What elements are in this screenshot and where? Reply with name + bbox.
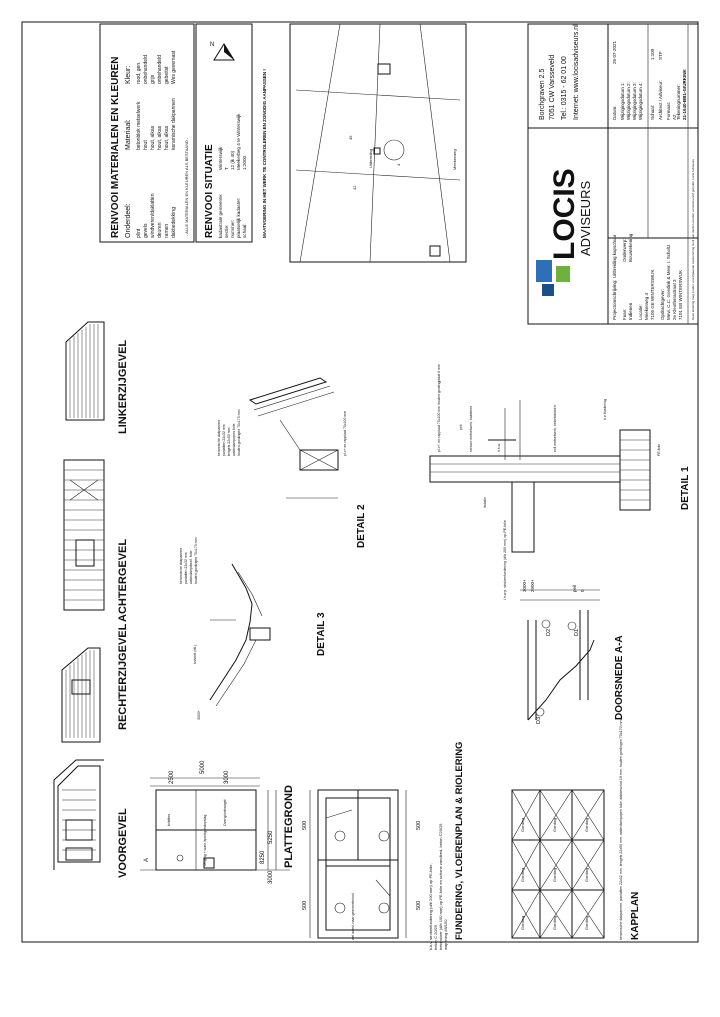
renvooi-mat-cell: gebeitst <box>164 66 170 84</box>
doorsnede-level-3: 0 <box>580 589 585 592</box>
plattegrond-room-2: toiletten <box>167 813 171 826</box>
tekening-value: 21-1640-BB1-GIURKINK <box>682 69 687 120</box>
detail2-note-2: tengels 22x50 mm <box>227 427 231 456</box>
detail3-note-5: 3000+ <box>197 710 201 720</box>
renvooi-sit-cell: sectie: <box>224 224 229 238</box>
renvooi-situatie-title: RENVOOI SITUATIE <box>204 144 215 238</box>
architect-label: Architect / Adviseur: <box>658 80 663 120</box>
renvooi-mat-cell: hout <box>143 140 149 150</box>
renvooi-mat-cell: plint <box>136 228 142 238</box>
renvooi-sit-cell: Meekerbeg 4 te Winterswijk <box>236 113 241 170</box>
renvooi-materialen-title: RENVOOI MATERIALEN EN KLEUREN <box>110 56 121 238</box>
situatie-label-2: 42 <box>352 185 357 190</box>
fase-label: Fase: <box>622 308 627 320</box>
renvooi-mat-cell: onbehandeld <box>143 55 149 84</box>
company-address-1: 7051 CW Varsseveld <box>549 54 556 120</box>
detail3-drawing <box>210 564 270 706</box>
situatie-map <box>290 24 466 262</box>
fundering-title: FUNDERING, VLOERENPLAN & RIOLERING <box>454 741 465 940</box>
plattegrond-room-0: berging + wasr./speelgoedopslag <box>203 814 207 866</box>
architect-value: STP <box>658 51 663 60</box>
fundering-drawing <box>310 790 406 938</box>
company-name-1: LOCIS <box>548 168 581 260</box>
fase-value: Indienen <box>628 302 633 320</box>
situatie-label-4: Meekerweg <box>452 149 457 170</box>
detail3-note-3: houten gordingen 70x170 mm <box>194 537 198 584</box>
detail1-note-3: voll metselwerk, betonblokken <box>553 405 557 452</box>
detail1-note-4: b.v. fundering <box>603 399 607 420</box>
wijziging-0: Wijzigingsdatum 1: <box>620 82 625 120</box>
formaat-value: A2 <box>672 114 677 120</box>
company-name-2: ADVISEURS <box>578 180 593 256</box>
detail2-note-4: houten gordingen 70x170 mm <box>237 409 241 456</box>
linkerzijgevel-drawing <box>66 322 104 420</box>
detail3-note-4: kn/voet (ntl.) <box>193 644 197 664</box>
doorsnede-level-1: 2900+ <box>530 579 535 592</box>
opdrachtgever-value-1: 2e Kleutherastraat 3 <box>672 279 677 320</box>
renvooi-mat-cell: gevels <box>143 223 149 238</box>
renvooi-mat-header-1: Materiaal: <box>125 119 132 150</box>
renvooi-sit-cell: kadastrale gemeente: <box>218 193 223 238</box>
kapplan-label-8: Gording <box>584 915 589 930</box>
wijziging-1: Wijzigingsdatum 2: <box>626 82 631 120</box>
schaal-label: Schaal: <box>650 104 655 120</box>
locatie-value-0: Meekerweg 4 <box>644 292 649 320</box>
kapplan-note: keramische dakpannen, panlatten 22x32 mm, tengels 22x50 mm, waterdampopen folie, dakbeschot 19 mm, houten gordingen 70x170 mm <box>619 719 623 940</box>
renvooi-mat-header-2: Kleur: <box>125 65 132 84</box>
doorsnede-drawing <box>520 590 600 720</box>
fundering-note-2: beton C 20/25 <box>433 924 438 950</box>
fundering-dim-3: 500 <box>416 900 422 910</box>
plattegrond-dim-h-total: 8250 <box>260 850 266 864</box>
tekening-label: Tekeningnummer: <box>676 84 681 120</box>
kapplan-label-1: Gording <box>520 867 525 882</box>
locatie-label: Locatie: <box>638 304 643 320</box>
rechterzijgevel-title: RECHTERZIJGEVEL <box>117 623 129 730</box>
doorsnede-title: DOORSNEDE A-A <box>614 635 625 720</box>
achtergevel-drawing <box>64 460 104 610</box>
doorsnede-note: l.h.w.p. strokenfundering (d/b 200 mm) op PE-folie <box>503 520 507 600</box>
project-label: Projectomschrijving: <box>612 279 617 320</box>
fundering-top-note: wel aansl. naar gemeenteriool <box>351 893 355 940</box>
renvooi-mat-cell: hout, alkas <box>157 125 163 150</box>
renvooi-sit-cell: 12 (ik 40) <box>230 150 235 170</box>
renvooi-mat-cell: grijs <box>150 74 156 84</box>
detail1-note-7: isolatie <box>483 497 487 508</box>
plattegrond-drawing <box>140 778 290 870</box>
voorgevel-title: VOORGEVEL <box>117 808 129 878</box>
opdrachtgever-value-0: Mevr. C.C. Goedink & Mevr. I. Scholtz <box>666 244 671 320</box>
detail3-note-2: waterdampdoorl. folie <box>189 550 193 584</box>
situatie-label-1: 4 <box>396 163 401 166</box>
doorsnede-detail-1: D2 <box>546 628 552 636</box>
kapplan-label-0: Gording <box>520 817 525 832</box>
project-value: Uitbreiding kapschuur <box>612 234 617 278</box>
renvooi-sit-cell: plaatselijk kadaster: <box>236 197 241 238</box>
renvooi-sit-cell: 1:2000 <box>242 155 247 170</box>
fundering-note-3: betonvloer (d/b 100 mm) op PE-folie en schone zandbed, beton C20/25 <box>438 823 443 950</box>
ondwerp-label: Onderwerp: <box>622 238 627 262</box>
company-address-3: Internet: www.locisadviseurs.nl <box>573 24 580 120</box>
situatie-label-0: Uitbreiding <box>368 148 373 168</box>
locatie-value-1: 7105 GE WINTERSWIJK <box>650 269 655 320</box>
doorsnede-detail-2: D3 <box>536 716 542 724</box>
renvooi-mat-cell: windveren/daklatten <box>150 193 156 238</box>
detail2-drawing <box>250 378 338 498</box>
opdrachtgever-label: Opdrachtgever: <box>660 288 665 320</box>
renvooi-sit-cell: T <box>224 167 229 170</box>
renvooi-sit-cell: nummer: <box>230 219 235 238</box>
plattegrond-room-1: Overig/ontvangst <box>223 799 227 826</box>
situatie-label-3: 45 <box>348 135 353 140</box>
linkerzijgevel-title: LINKERZIJGEVEL <box>117 339 129 434</box>
renvooi-mat-cell: betonblok metselwerk <box>136 101 142 150</box>
detail1-note-1: schoon metselwerk, baksteen <box>469 405 473 452</box>
voorgevel-drawing <box>54 760 104 870</box>
renvooi-mat-cell: onbehandeld <box>157 55 163 84</box>
renvooi-mat-cell: hout, alkas <box>150 125 156 150</box>
renvooi-sit-cell: Winterswijk <box>218 146 223 170</box>
detail2-note-0: keramische dakpannen <box>217 419 221 456</box>
kapplan-label-2: Gording <box>520 915 525 930</box>
renvooi-mat-cell: rood, gen. <box>136 61 142 84</box>
fundering-dim-2: 500 <box>416 820 422 830</box>
kapplan-label-7: Gording <box>584 867 589 882</box>
fundering-dim-0: 500 <box>302 820 308 830</box>
schaal-value: 1:100 <box>650 48 655 60</box>
renvooi-mat-cell: dakbedekking <box>171 207 177 238</box>
kapplan-label-3: Gording <box>552 817 557 832</box>
kapplan-label-4: Gording <box>552 867 557 882</box>
renvooi-mat-cell: Wes gevernast <box>171 50 177 84</box>
ondwerp-value: Bouwtekening <box>628 233 633 262</box>
detail3-title: DETAIL 3 <box>316 612 327 656</box>
renvooi-mat-cell: keramische dakpannen <box>171 98 177 150</box>
renvooi-sit-cell: schaal: <box>242 223 247 238</box>
formaat-label: Formaat: <box>666 101 671 120</box>
kapplan-label-6: Gording <box>584 817 589 832</box>
detail1-note-5: peil <box>459 424 463 430</box>
detail3-note-1: panlatten 22x32 mm <box>184 552 188 584</box>
doorsnede-level-0: 3000+ <box>522 579 527 592</box>
detail1-drawing <box>430 400 650 552</box>
renvooi-mat-footnote: - ALLE MATERIALEN EN KLEUREN ALS BESTAAND - <box>184 137 189 236</box>
plattegrond-dim-a: 2500 <box>169 770 175 784</box>
disclaimer: Deze tekening mag zonder voorafgaande toestemming nooit aan derden worden verstrekt en/of gebruikt. Locis Adviseurs <box>691 159 695 320</box>
renvooi-mat-cell: ramen <box>164 223 170 238</box>
opdrachtgever-value-2: 7101 EB WINTERSWIJK <box>678 269 683 320</box>
plattegrond-dim-b: 3000 <box>224 770 230 784</box>
plattegrond-title: PLATTEGROND <box>283 785 295 868</box>
achtergevel-title: ACHTERGEVEL <box>117 538 129 622</box>
kapplan-title: KAPPLAN <box>630 891 641 940</box>
plattegrond-dim-h-a: 3000 <box>268 870 274 884</box>
wijziging-2: Wijzigingsdatum 3: <box>632 82 637 120</box>
company-address-2: Tel.: 0315 - 62 01 00 <box>561 56 568 120</box>
fundering-note-1: k.k.v. strokenfundering (d/b 200 mm) op PE-folie, <box>428 863 433 950</box>
rechterzijgevel-drawing <box>62 648 100 742</box>
detail2-note-1: panlatten 22x32 mm <box>222 424 226 456</box>
kapplan-label-5: Gording <box>552 915 557 930</box>
renvooi-mat-cell: hout, alkas <box>164 125 170 150</box>
datum-label: Datum: <box>612 105 617 120</box>
detail2-note-3: waterdampopen folie <box>232 423 236 456</box>
kapplan-drawing <box>512 790 604 938</box>
detail1-title: DETAIL 1 <box>680 466 691 510</box>
renvooi-mat-cell: deuren <box>157 222 163 238</box>
wijziging-3: Wijzigingsdatum 4: <box>638 82 643 120</box>
north-label: N <box>210 42 215 48</box>
doorsnede-detail-0: D1 <box>574 628 580 636</box>
plattegrond-cut-label: A <box>144 857 150 862</box>
detail3-note-0: keramische dakpannen <box>179 547 183 584</box>
plattegrond-dim-h-b: 5250 <box>268 830 274 844</box>
detail1-note-6: PE-folie <box>657 443 661 456</box>
detail1-note-0: pl.c+. en rapplaat 70x100 mm houten gordingplaat 6 mm <box>437 364 441 452</box>
doorsnede-level-2: peil <box>572 584 577 592</box>
plattegrond-dim-total-w: 5000 <box>200 760 206 774</box>
fundering-dim-1: 500 <box>302 900 308 910</box>
company-address-0: Borchgraven 2.5 <box>539 68 546 120</box>
datum-value: 26-07-2021 <box>612 40 617 64</box>
company-logo <box>536 260 570 296</box>
detail2-note-5: pl.c+ en rapplaat 70x100 mm <box>343 410 347 456</box>
detail1-note-2: h.s.w. <box>497 443 501 452</box>
renvooi-mat-header-0: Onderdeel: <box>125 203 132 238</box>
fundering-note-4: wapening #8/150 <box>443 919 448 950</box>
detail2-title: DETAIL 2 <box>356 504 367 548</box>
maatvoering-note: MAATVOERING IN HET WERK TE CONTROLEREN EN ZONODIG AANPASSEN ! <box>262 69 267 238</box>
